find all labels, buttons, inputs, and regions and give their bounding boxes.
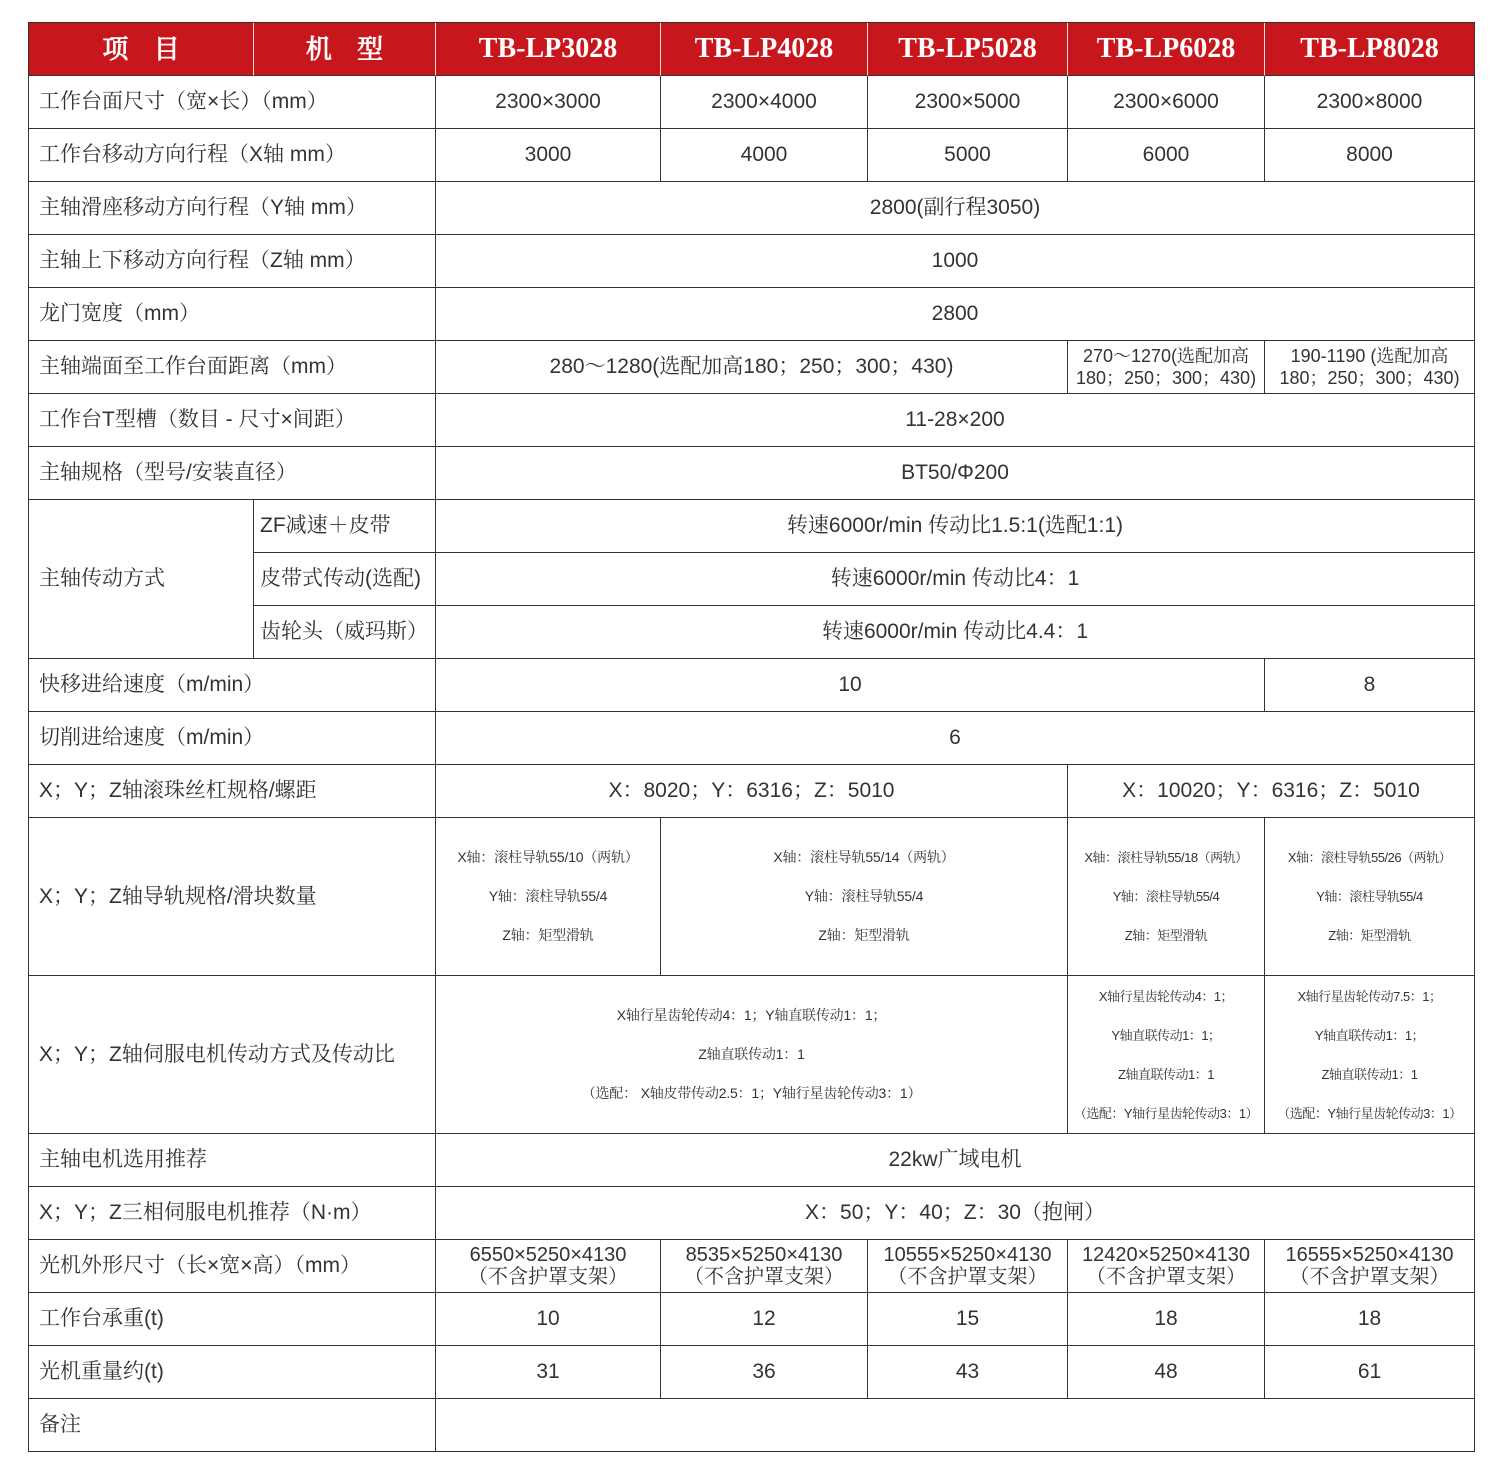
machine-weight-value: 61 [1265,1346,1475,1399]
value-line: （不含护罩支架） [1086,1266,1246,1288]
table-size-value: 2300×4000 [661,76,868,129]
value-line: （选配：Y轴行星齿轮传动3：1） [1073,1105,1259,1121]
table-load-value: 18 [1265,1293,1475,1346]
header-model-name: TB-LP6028 [1068,23,1265,76]
row-label-guide-rail: X；Y；Z轴导轨规格/滑块数量 [29,818,436,976]
value-line: （不含护罩支架） [684,1266,844,1288]
value-line: Y轴：滚柱导轨55/4 [1112,889,1220,904]
y-travel-value: 2800(副行程3050) [436,182,1475,235]
machine-dims-value [436,1240,661,1293]
rapid-feed-value: 10 [436,659,1265,712]
spindle-to-table-value [1068,341,1265,394]
x-travel-value: 4000 [661,129,868,182]
gantry-width-value: 2800 [436,288,1475,341]
row-label-servo-motor: X；Y；Z三相伺服电机推荐（N·m） [29,1187,436,1240]
machine-dims-value [868,1240,1068,1293]
row-label-x-travel: 工作台移动方向行程（X轴 mm） [29,129,436,182]
row-label-remarks: 备注 [29,1399,436,1452]
z-travel-value: 1000 [436,235,1475,288]
table-size-value: 2300×8000 [1265,76,1475,129]
machine-dims-value [661,1240,868,1293]
spindle-to-table-value [1265,341,1475,394]
table-size-value: 2300×3000 [436,76,661,129]
remarks-value [436,1399,1475,1452]
row-label-gantry-width: 龙门宽度（mm） [29,288,436,341]
table-load-value: 10 [436,1293,661,1346]
value-line: 180；250；300；430) [1075,368,1257,388]
row-label-y-travel: 主轴滑座移动方向行程（Y轴 mm） [29,182,436,235]
value-line: Z轴：矩型滑轨 [502,927,594,943]
value-line: 6550×5250×4130 [469,1244,627,1266]
value-line: Z轴：矩型滑轨 [1124,928,1208,943]
value-line: X轴：滚柱导轨55/18（两轨） [1084,850,1248,865]
machine-dims-value [1068,1240,1265,1293]
value-line: X轴行星齿轮传动4：1；Y轴直联传动1：1； [616,1007,887,1023]
value-line: Y轴：滚柱导轨55/4 [488,888,608,904]
rapid-feed-value: 8 [1265,659,1475,712]
spec-table [28,22,1475,1452]
value-line: Y轴直联传动1：1； [1314,1027,1425,1043]
spindle-drive-option-name: 皮带式传动(选配) [254,553,436,606]
value-line: 190-1190 (选配加高 [1290,346,1449,366]
header-item: 项 目 [29,23,254,76]
value-line: X轴：滚柱导轨55/14（两轨） [773,849,955,865]
machine-weight-value: 36 [661,1346,868,1399]
value-line: X轴：滚柱导轨55/10（两轨） [457,849,639,865]
value-line: 10555×5250×4130 [883,1244,1052,1266]
spindle-drive-option-name: 齿轮头（威玛斯） [254,606,436,659]
value-line: Y轴：滚柱导轨55/4 [1316,889,1423,904]
x-travel-value: 5000 [868,129,1068,182]
row-label-cutting-feed: 切削进给速度（m/min） [29,712,436,765]
value-line: X轴行星齿轮传动4：1； [1098,988,1234,1004]
value-line: Y轴：滚柱导轨55/4 [804,888,924,904]
value-line: 8535×5250×4130 [685,1244,843,1266]
spindle-drive-option-name: ZF减速＋皮带 [254,500,436,553]
value-line: X轴：滚柱导轨55/26（两轨） [1287,850,1452,865]
x-travel-value: 3000 [436,129,661,182]
row-label-t-slot: 工作台T型槽（数目 - 尺寸×间距） [29,394,436,447]
value-line: 16555×5250×4130 [1285,1244,1454,1266]
machine-weight-value: 31 [436,1346,661,1399]
row-label-spindle-drive: 主轴传动方式 [29,500,254,659]
servo-drive-value [1068,976,1265,1134]
header-model-name: TB-LP5028 [868,23,1068,76]
row-label-machine-weight: 光机重量约(t) [29,1346,436,1399]
value-line: Z轴：矩型滑轨 [818,927,910,943]
ball-screw-value: X：10020；Y：6316；Z：5010 [1068,765,1475,818]
value-line: Z轴直联传动1：1 [698,1046,805,1062]
row-label-spindle-spec: 主轴规格（型号/安装直径） [29,447,436,500]
spindle-drive-option-value: 转速6000r/min 传动比1.5:1(选配1:1) [436,500,1475,553]
table-load-value: 18 [1068,1293,1265,1346]
row-label-z-travel: 主轴上下移动方向行程（Z轴 mm） [29,235,436,288]
servo-motor-value: X：50；Y：40；Z：30（抱闸） [436,1187,1475,1240]
table-size-value: 2300×5000 [868,76,1068,129]
value-line: Z轴直联传动1：1 [1321,1066,1418,1082]
guide-rail-value [1068,818,1265,976]
row-label-ball-screw: X；Y；Z轴滚珠丝杠规格/螺距 [29,765,436,818]
value-line: （不含护罩支架） [468,1266,628,1288]
value-line: Y轴直联传动1：1； [1111,1027,1221,1043]
spindle-to-table-value: 280～1280(选配加高180；250；300；430) [436,341,1068,394]
row-label-spindle-motor: 主轴电机选用推荐 [29,1134,436,1187]
table-load-value: 12 [661,1293,868,1346]
x-travel-value: 8000 [1265,129,1475,182]
machine-weight-value: 48 [1068,1346,1265,1399]
t-slot-value: 11-28×200 [436,394,1475,447]
value-line: 180；250；300；430) [1279,368,1460,388]
ball-screw-value: X：8020；Y：6316；Z：5010 [436,765,1068,818]
x-travel-value: 6000 [1068,129,1265,182]
cutting-feed-value: 6 [436,712,1475,765]
table-load-value: 15 [868,1293,1068,1346]
machine-weight-value: 43 [868,1346,1068,1399]
guide-rail-value [661,818,1068,976]
header-model-name: TB-LP4028 [661,23,868,76]
spindle-drive-option-value: 转速6000r/min 传动比4.4：1 [436,606,1475,659]
row-label-table-size: 工作台面尺寸（宽×长）（mm） [29,76,436,129]
spindle-drive-option-value: 转速6000r/min 传动比4：1 [436,553,1475,606]
guide-rail-value [1265,818,1475,976]
row-label-servo-drive: X；Y；Z轴伺服电机传动方式及传动比 [29,976,436,1134]
value-line: Z轴直联传动1：1 [1118,1066,1214,1082]
spindle-motor-value: 22kw广域电机 [436,1134,1475,1187]
servo-drive-value [1265,976,1475,1134]
row-label-machine-dims: 光机外形尺寸（长×宽×高）（mm） [29,1240,436,1293]
row-label-spindle-to-table: 主轴端面至工作台面距离（mm） [29,341,436,394]
servo-drive-value [436,976,1068,1134]
value-line: （选配：Y轴行星齿轮传动3：1） [1277,1105,1462,1121]
table-size-value: 2300×6000 [1068,76,1265,129]
value-line: X轴行星齿轮传动7.5：1； [1297,988,1442,1004]
guide-rail-value [436,818,661,976]
value-line: （不含护罩支架） [1289,1266,1450,1288]
row-label-rapid-feed: 快移进给速度（m/min） [29,659,436,712]
value-line: Z轴：矩型滑轨 [1328,928,1411,943]
spindle-spec-value: BT50/Φ200 [436,447,1475,500]
value-line: （选配： X轴皮带传动2.5：1；Y轴行星齿轮传动3：1） [581,1085,922,1101]
row-label-table-load: 工作台承重(t) [29,1293,436,1346]
machine-dims-value [1265,1240,1475,1293]
value-line: （不含护罩支架） [887,1266,1048,1288]
header-model-name: TB-LP8028 [1265,23,1475,76]
value-line: 12420×5250×4130 [1082,1244,1250,1266]
header-model-name: TB-LP3028 [436,23,661,76]
value-line: 270～1270(选配加高 [1082,346,1250,366]
header-model: 机 型 [254,23,436,76]
